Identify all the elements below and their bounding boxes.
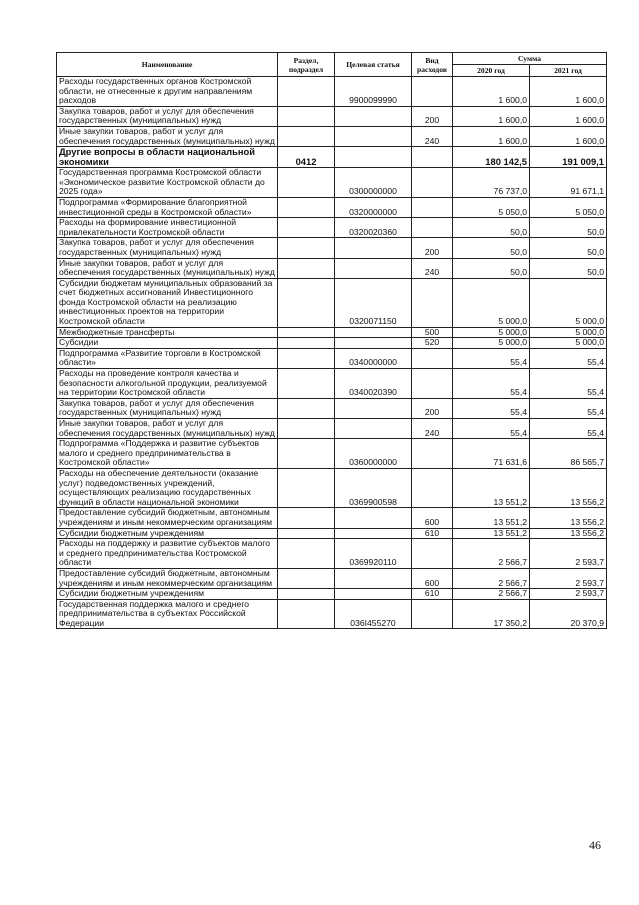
table-row <box>57 168 607 198</box>
row-value-2021: 55,4 <box>530 419 607 439</box>
row-value-2021: 55,4 <box>530 369 607 399</box>
row-type: 600 <box>412 568 453 588</box>
table-row <box>57 468 607 507</box>
row-target <box>335 398 412 418</box>
row-type <box>412 168 453 198</box>
row-type: 240 <box>412 126 453 146</box>
row-value-2021: 1 600,0 <box>530 126 607 146</box>
row-value-2020: 50,0 <box>453 258 530 278</box>
row-type: 610 <box>412 528 453 539</box>
row-value-2020: 1 600,0 <box>453 126 530 146</box>
row-name: Другие вопросы в области национальной экономики <box>57 147 278 168</box>
row-name: Закупка товаров, работ и услуг для обеспечения государственных (муниципальных) нужд <box>57 238 278 258</box>
col-sum-header: Сумма <box>453 53 607 65</box>
row-value-2021: 13 556,2 <box>530 508 607 528</box>
table-row <box>57 126 607 146</box>
row-type <box>412 218 453 238</box>
row-name: Расходы на проведение контроля качества и безопасности алкогольной продукции, реализуемой на территории Костромской области <box>57 369 278 399</box>
row-section <box>278 508 335 528</box>
row-value-2021: 55,4 <box>530 348 607 368</box>
row-target <box>335 238 412 258</box>
row-value-2020: 1 600,0 <box>453 77 530 107</box>
row-value-2021: 2 593,7 <box>530 539 607 569</box>
col-name-header: Наименование <box>57 53 278 77</box>
row-name: Подпрограмма «Формирование благоприятной инвестиционной среды в Костромской области» <box>57 197 278 217</box>
row-name: Государственная поддержка малого и среднего предпринимательства в субъектах Российской Федерации <box>57 599 278 629</box>
row-value-2021: 5 000,0 <box>530 327 607 338</box>
row-value-2021: 86 565,7 <box>530 439 607 469</box>
row-name: Предоставление субсидий бюджетным, автономным учреждениям и иным некоммерческим организациям <box>57 508 278 528</box>
row-name: Государственная программа Костромской области «Экономическое развитие Костромской области до 2025 года» <box>57 168 278 198</box>
row-target <box>335 126 412 146</box>
row-section <box>278 327 335 338</box>
table-row <box>57 539 607 569</box>
row-value-2020: 13 551,2 <box>453 528 530 539</box>
row-value-2020: 180 142,5 <box>453 147 530 168</box>
row-value-2021: 5 000,0 <box>530 278 607 327</box>
row-value-2020: 50,0 <box>453 218 530 238</box>
row-value-2021: 91 671,1 <box>530 168 607 198</box>
row-name: Подпрограмма «Поддержка и развитие субъектов малого и среднего предпринимательства в Костромской области» <box>57 439 278 469</box>
row-value-2021: 1 600,0 <box>530 77 607 107</box>
col-section-header: Раздел, подраздел <box>278 53 335 77</box>
row-value-2021: 2 593,7 <box>530 568 607 588</box>
row-target: 0360000000 <box>335 439 412 469</box>
row-target <box>335 419 412 439</box>
row-name: Межбюджетные трансферты <box>57 327 278 338</box>
row-value-2020: 5 000,0 <box>453 278 530 327</box>
row-value-2020: 55,4 <box>453 369 530 399</box>
row-type <box>412 147 453 168</box>
row-value-2021: 13 556,2 <box>530 528 607 539</box>
row-target: 0369900598 <box>335 468 412 507</box>
row-type: 600 <box>412 508 453 528</box>
row-name: Подпрограмма «Развитие торговли в Костромской области» <box>57 348 278 368</box>
table-row <box>57 258 607 278</box>
row-section <box>278 589 335 600</box>
row-type <box>412 348 453 368</box>
row-type: 610 <box>412 589 453 600</box>
row-section: 0412 <box>278 147 335 168</box>
row-target: 0320071150 <box>335 278 412 327</box>
table-row <box>57 508 607 528</box>
row-value-2021: 50,0 <box>530 238 607 258</box>
row-type <box>412 468 453 507</box>
row-target <box>335 568 412 588</box>
row-name: Расходы государственных органов Костромской области, не отнесенные к другим направлениям расходов <box>57 77 278 107</box>
row-type <box>412 369 453 399</box>
row-name: Иные закупки товаров, работ и услуг для обеспечения государственных (муниципальных) нужд <box>57 419 278 439</box>
table-row <box>57 218 607 238</box>
row-name: Субсидии бюджетным учреждениям <box>57 528 278 539</box>
page-number: 46 <box>589 838 601 852</box>
table-row <box>57 348 607 368</box>
row-section <box>278 439 335 469</box>
row-value-2021: 20 370,9 <box>530 599 607 629</box>
table-row <box>57 568 607 588</box>
row-section <box>278 218 335 238</box>
row-value-2020: 76 737,0 <box>453 168 530 198</box>
row-type <box>412 539 453 569</box>
table-row <box>57 419 607 439</box>
row-value-2021: 55,4 <box>530 398 607 418</box>
row-value-2020: 55,4 <box>453 348 530 368</box>
row-value-2021: 5 050,0 <box>530 197 607 217</box>
row-type <box>412 439 453 469</box>
table-row <box>57 439 607 469</box>
row-target: 9900099990 <box>335 77 412 107</box>
row-target <box>335 258 412 278</box>
row-section <box>278 238 335 258</box>
row-value-2020: 13 551,2 <box>453 468 530 507</box>
row-value-2021: 50,0 <box>530 258 607 278</box>
row-value-2020: 2 566,7 <box>453 589 530 600</box>
row-section <box>278 77 335 107</box>
row-type: 500 <box>412 327 453 338</box>
row-value-2021: 1 600,0 <box>530 106 607 126</box>
row-section <box>278 539 335 569</box>
row-target: 0369920110 <box>335 539 412 569</box>
row-target <box>335 338 412 349</box>
row-section <box>278 126 335 146</box>
row-name: Расходы на обеспечение деятельности (оказание услуг) подведомственных учреждений, осуществляющих реализацию государственных функций в области национальной экономики <box>57 468 278 507</box>
row-section <box>278 398 335 418</box>
row-target <box>335 147 412 168</box>
col-type-header: Вид расходов <box>412 53 453 77</box>
row-value-2020: 1 600,0 <box>453 106 530 126</box>
row-target: 0340000000 <box>335 348 412 368</box>
row-name: Закупка товаров, работ и услуг для обеспечения государственных (муниципальных) нужд <box>57 398 278 418</box>
row-target: 0300000000 <box>335 168 412 198</box>
row-type <box>412 278 453 327</box>
row-target: 0320000000 <box>335 197 412 217</box>
row-name: Закупка товаров, работ и услуг для обеспечения государственных (муниципальных) нужд <box>57 106 278 126</box>
row-name: Предоставление субсидий бюджетным, автономным учреждениям и иным некоммерческим организациям <box>57 568 278 588</box>
col-target-header: Целевая статья <box>335 53 412 77</box>
row-target <box>335 508 412 528</box>
table-row <box>57 147 607 168</box>
row-name: Иные закупки товаров, работ и услуг для обеспечения государственных (муниципальных) нужд <box>57 126 278 146</box>
row-value-2020: 5 000,0 <box>453 327 530 338</box>
row-section <box>278 338 335 349</box>
table-row <box>57 278 607 327</box>
col-2020-header: 2020 год <box>453 65 530 77</box>
row-value-2021: 191 009,1 <box>530 147 607 168</box>
row-section <box>278 106 335 126</box>
table-row <box>57 599 607 629</box>
row-value-2020: 13 551,2 <box>453 508 530 528</box>
row-value-2021: 5 000,0 <box>530 338 607 349</box>
table-row <box>57 338 607 349</box>
table-row <box>57 238 607 258</box>
row-value-2020: 17 350,2 <box>453 599 530 629</box>
row-target <box>335 589 412 600</box>
row-value-2020: 50,0 <box>453 238 530 258</box>
row-value-2020: 71 631,6 <box>453 439 530 469</box>
row-name: Субсидии <box>57 338 278 349</box>
row-value-2020: 55,4 <box>453 419 530 439</box>
row-name: Субсидии бюджетным учреждениям <box>57 589 278 600</box>
row-value-2020: 2 566,7 <box>453 539 530 569</box>
row-section <box>278 419 335 439</box>
row-type: 200 <box>412 238 453 258</box>
row-name: Иные закупки товаров, работ и услуг для обеспечения государственных (муниципальных) нужд <box>57 258 278 278</box>
row-name: Расходы на поддержку и развитие субъектов малого и среднего предпринимательства Костромской области <box>57 539 278 569</box>
row-type <box>412 197 453 217</box>
row-section <box>278 528 335 539</box>
row-type: 520 <box>412 338 453 349</box>
row-value-2020: 5 000,0 <box>453 338 530 349</box>
table-row <box>57 589 607 600</box>
row-type: 240 <box>412 258 453 278</box>
row-value-2020: 5 050,0 <box>453 197 530 217</box>
row-type: 200 <box>412 398 453 418</box>
row-name: Субсидии бюджетам муниципальных образований за счет бюджетных ассигнований Инвестиционного фонда Костромской области на реализацию инвестиционных проектов на территории Костромской области <box>57 278 278 327</box>
row-target <box>335 528 412 539</box>
table-row <box>57 369 607 399</box>
table-row <box>57 327 607 338</box>
row-section <box>278 197 335 217</box>
row-section <box>278 568 335 588</box>
row-section <box>278 258 335 278</box>
table-row <box>57 528 607 539</box>
row-section <box>278 278 335 327</box>
row-section <box>278 599 335 629</box>
row-value-2020: 55,4 <box>453 398 530 418</box>
table-row <box>57 197 607 217</box>
budget-table <box>56 52 607 629</box>
row-section <box>278 348 335 368</box>
row-value-2021: 50,0 <box>530 218 607 238</box>
table-row <box>57 106 607 126</box>
row-name: Расходы на формирование инвестиционной привлекательности Костромской области <box>57 218 278 238</box>
row-section <box>278 369 335 399</box>
row-value-2021: 2 593,7 <box>530 589 607 600</box>
row-target <box>335 327 412 338</box>
row-target: 0320020360 <box>335 218 412 238</box>
row-value-2020: 2 566,7 <box>453 568 530 588</box>
table-row <box>57 77 607 107</box>
row-target <box>335 106 412 126</box>
row-target: 036I455270 <box>335 599 412 629</box>
row-section <box>278 468 335 507</box>
row-type: 240 <box>412 419 453 439</box>
row-value-2021: 13 556,2 <box>530 468 607 507</box>
row-type <box>412 599 453 629</box>
row-type: 200 <box>412 106 453 126</box>
row-type <box>412 77 453 107</box>
table-row <box>57 398 607 418</box>
row-target: 0340020390 <box>335 369 412 399</box>
col-2021-header: 2021 год <box>530 65 607 77</box>
row-section <box>278 168 335 198</box>
